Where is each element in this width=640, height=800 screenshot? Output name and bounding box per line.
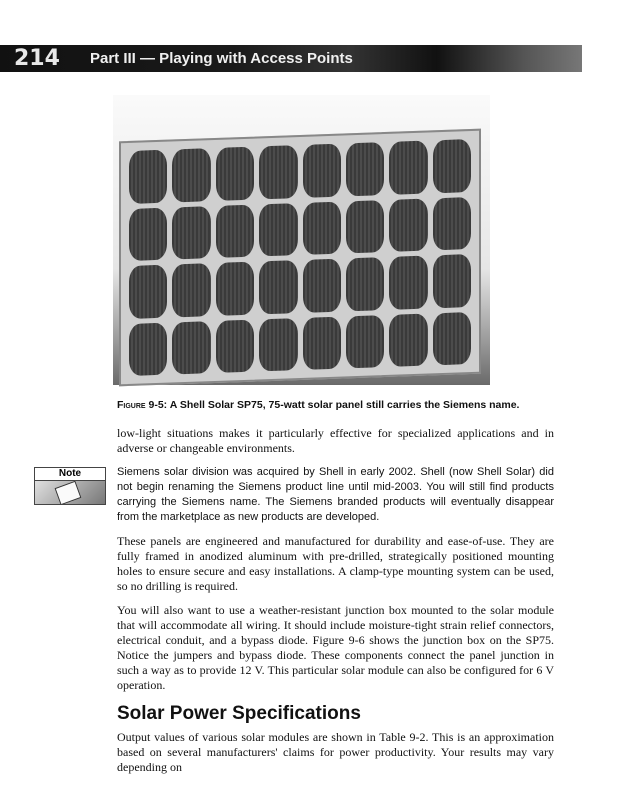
solar-cell (346, 200, 384, 254)
solar-cell (346, 315, 384, 369)
solar-cell (303, 144, 341, 198)
solar-cell (389, 198, 427, 252)
solar-cell (172, 321, 210, 375)
text-column (58, 398, 554, 784)
solar-cell (433, 197, 471, 251)
solar-cell (172, 263, 210, 317)
note-label: Note (35, 468, 105, 481)
solar-cell (433, 139, 471, 193)
solar-cell (389, 256, 427, 310)
solar-cell (389, 313, 427, 367)
paragraph: You will also want to use a weather-resistant junction box mounted to the solar module that will accommodate all wiring. It should include moisture-tight strain relief connectors, electrical conduit, and a bypass diode. Figure 9-6 shows the junction box on the SP75. Notice the jumpers and bypass diode. These components connect the panel junction in such a way as to provide 12 V. This particular solar module can also be configured for 6 V operation. (117, 603, 554, 692)
paragraph: These panels are engineered and manufactured for durability and ease-of-use. They are fully framed in anodized aluminum with pre-drilled, strategically positioned mounting holes to ensure secure and easy installations. A clamp-type mounting system can be used, so no drilling is required. (117, 534, 554, 593)
solar-cell (346, 142, 384, 196)
section-heading: Solar Power Specifications (117, 703, 361, 724)
paragraph: low-light situations makes it particularly effective for specialized applications and in adverse or changeable environments. (117, 426, 554, 455)
solar-panel-photo (113, 95, 490, 385)
solar-cell (259, 318, 297, 372)
figure-label: Figure 9-5: (117, 399, 168, 411)
note-block (58, 465, 554, 525)
solar-cell (303, 259, 341, 313)
paragraph: Output values of various solar modules are shown in Table 9-2. This is an approximation based on several manufacturers' claims for power productivity. Your results may vary depending on (117, 730, 554, 774)
part-title: Part III — Playing with Access Points (90, 50, 353, 67)
solar-cell (216, 319, 254, 373)
figure-caption (117, 398, 554, 412)
solar-panel (119, 129, 481, 387)
solar-cell (303, 201, 341, 255)
solar-cell (216, 204, 254, 258)
solar-cell (303, 316, 341, 370)
solar-cell (129, 207, 167, 261)
solar-cell (259, 203, 297, 257)
figure-caption-text: A Shell Solar SP75, 75-watt solar panel still carries the Siemens name. (169, 399, 520, 411)
page-number: 214 (14, 46, 60, 71)
solar-cell (129, 322, 167, 376)
solar-cell (259, 260, 297, 314)
running-header (0, 45, 582, 72)
solar-cell (172, 148, 210, 202)
note-icon (34, 467, 106, 505)
solar-cell (129, 265, 167, 319)
solar-cell (129, 150, 167, 204)
solar-cell (433, 312, 471, 366)
solar-cell (216, 262, 254, 316)
solar-cell (389, 141, 427, 195)
solar-cell (346, 257, 384, 311)
solar-cell (172, 206, 210, 260)
note-text: Siemens solar division was acquired by Shell in early 2002. Shell (now Shell Solar) did not begin renaming the Siemens product line until mid-2003. You will still find products carrying the Siemens name. The Siemens branded products will eventually disappear from the marketplace as new products are developed. (117, 466, 554, 523)
solar-cell (259, 145, 297, 199)
solar-cell (216, 147, 254, 201)
solar-cell (433, 254, 471, 308)
notepad-icon (55, 481, 82, 505)
